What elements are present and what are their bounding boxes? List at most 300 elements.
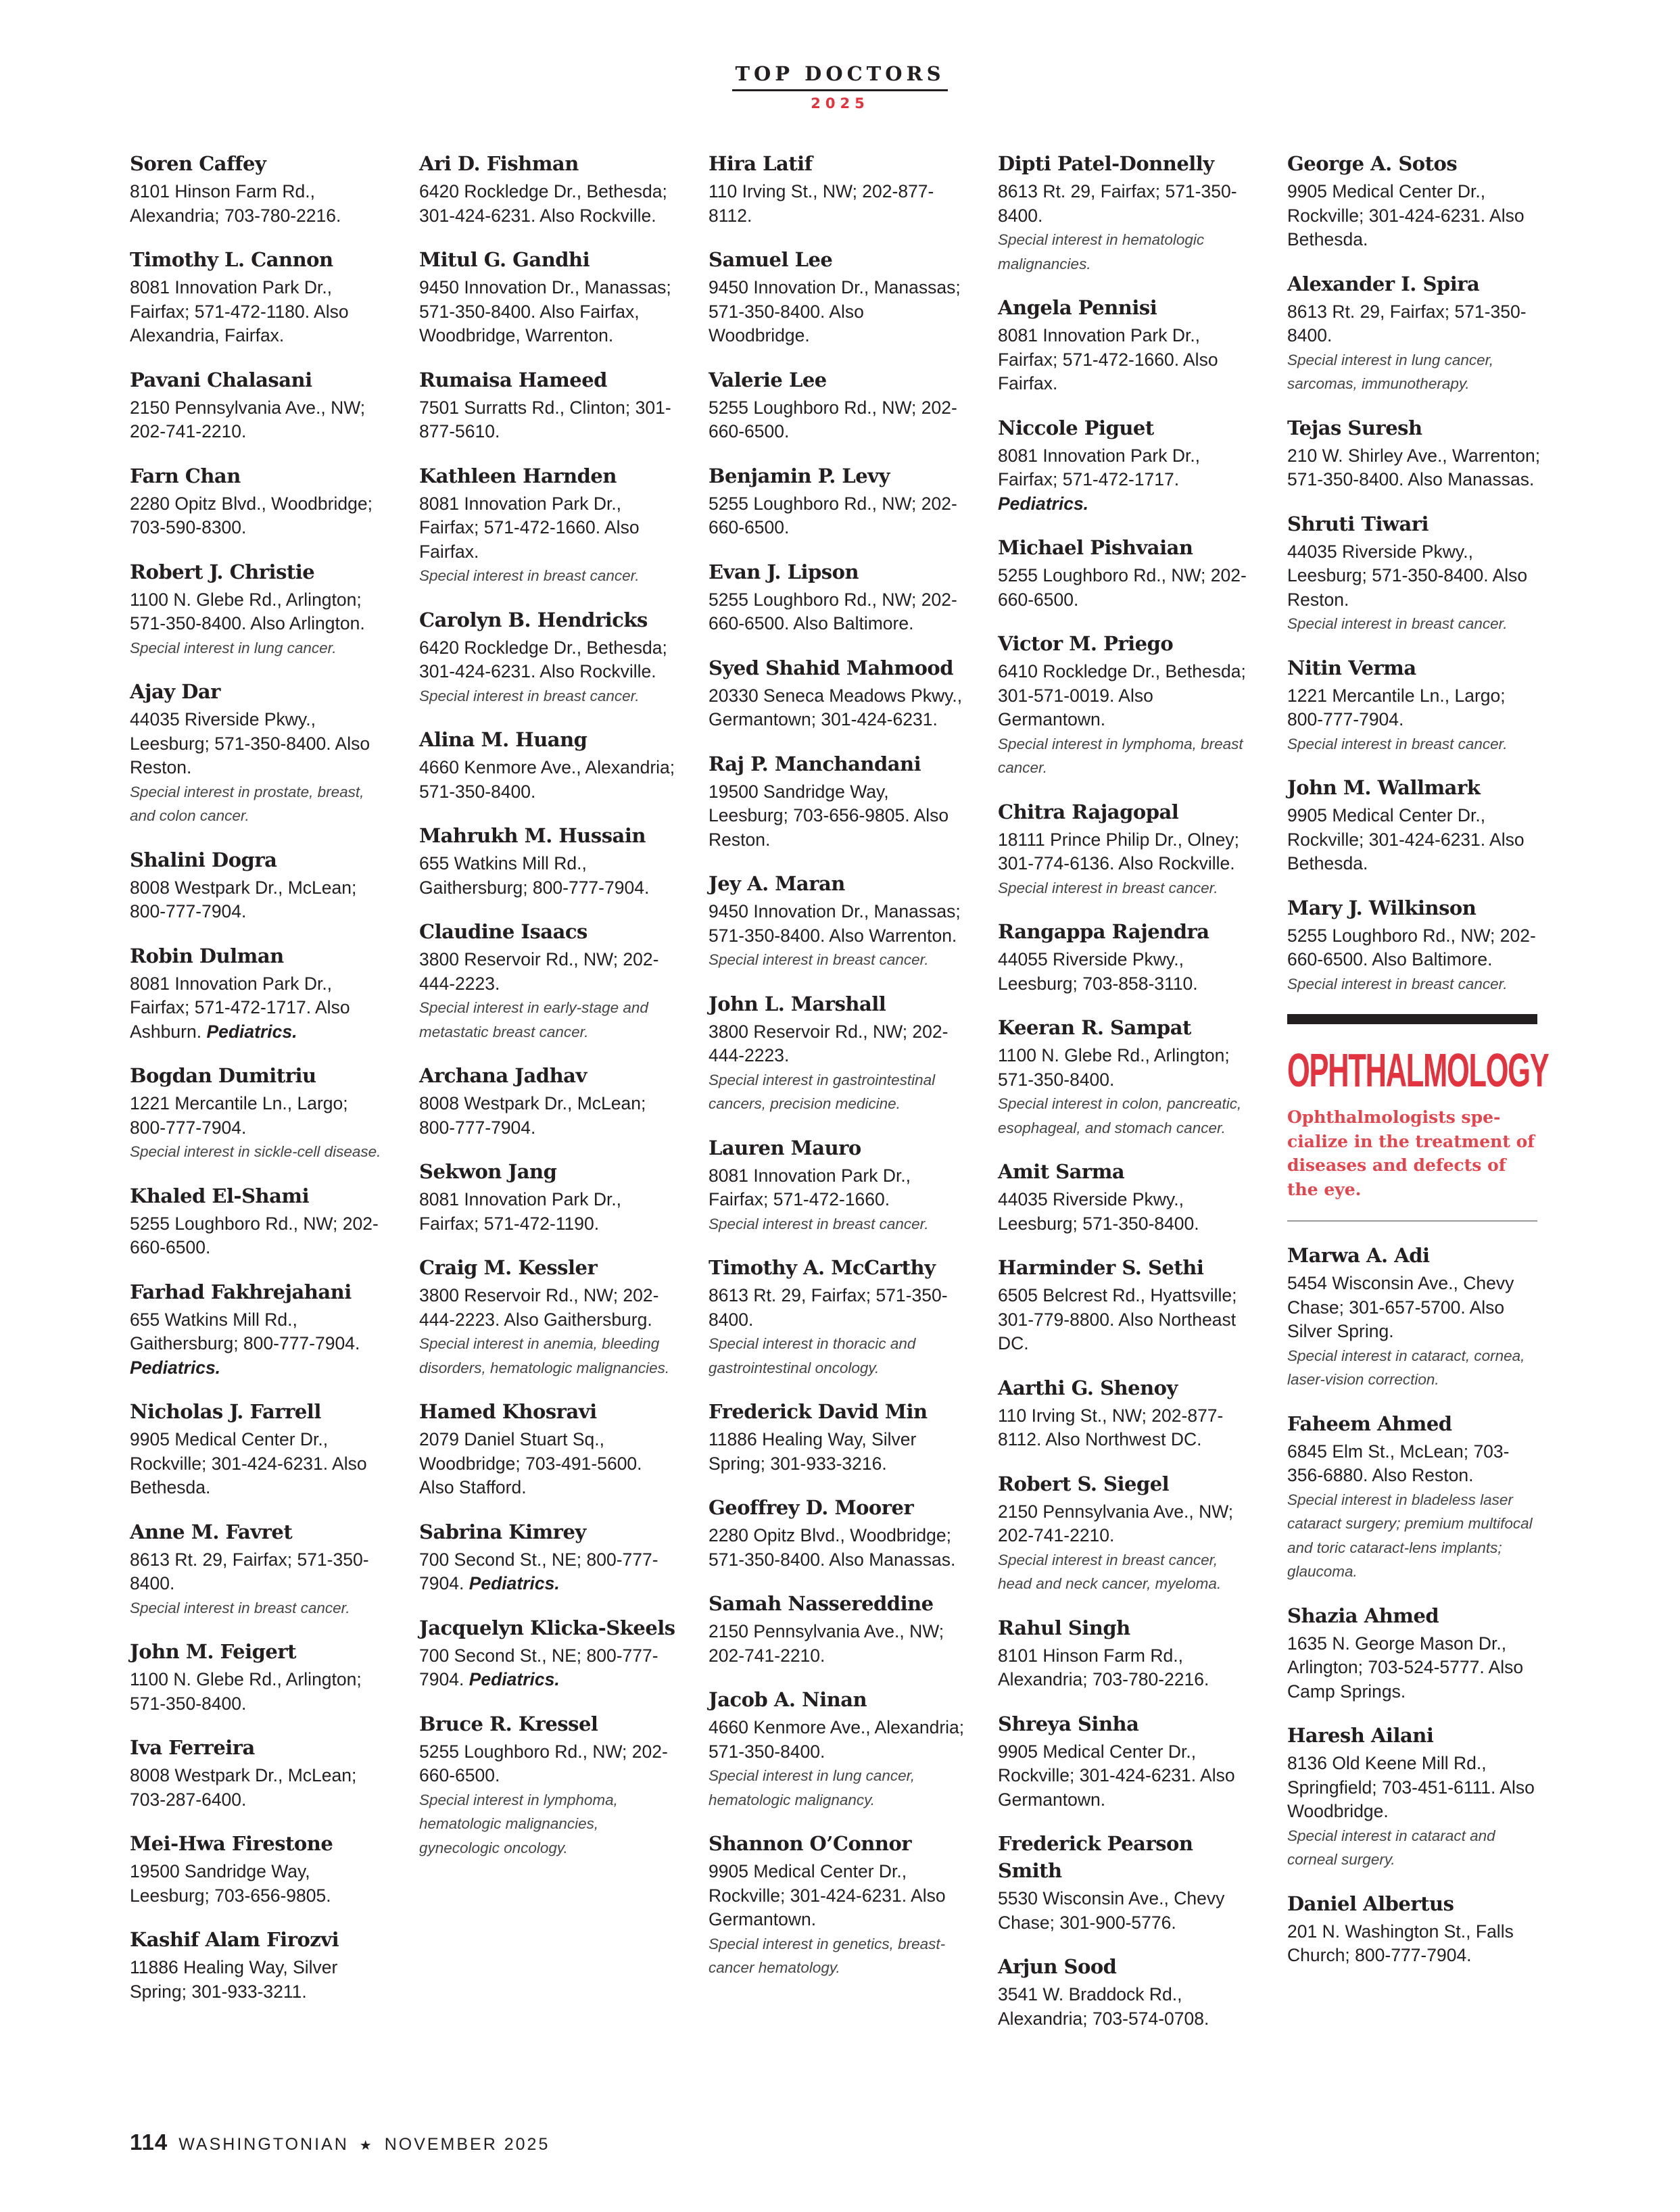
address-text: 9905 Medical Center Dr., Rockville; 301-424-6231. Also Germantown.: [998, 1741, 1235, 1810]
doctor-entry: [419, 1062, 676, 1140]
address-text: 201 N. Washington St., Falls Church; 800-777-7904.: [1287, 1921, 1514, 1965]
doctor-entry: [419, 1398, 676, 1500]
address-text: 7501 Surratts Rd., Clinton; 301-877-5610.: [419, 397, 671, 441]
doctor-name: Rumaisa Hameed: [419, 368, 607, 391]
doctor-entry: [419, 462, 676, 588]
address-text: 655 Watkins Mill Rd., Gaithersburg; 800-777-7904.: [130, 1309, 360, 1353]
issue-date: NOVEMBER 2025: [384, 2135, 550, 2154]
address-text: 9450 Innovation Dr., Manassas; 571-350-8400. Also Woodbridge.: [709, 277, 961, 345]
doctor-name: Dipti Patel-Donnelly: [998, 152, 1214, 175]
address-text: 11886 Healing Way, Silver Spring; 301-933-3216.: [709, 1429, 917, 1474]
address-text: 8008 Westpark Dr., McLean; 800-777-7904.: [130, 877, 357, 921]
special-interest: Special interest in lung cancer.: [130, 639, 337, 656]
doctor-address: [998, 564, 1255, 612]
doctor-entry: [130, 942, 387, 1044]
doctor-entry: [709, 750, 965, 852]
doctor-address: [998, 1644, 1255, 1692]
doctor-address: [998, 324, 1255, 396]
address-text: 5255 Loughboro Rd., NW; 202-660-6500. Also Baltimore.: [709, 589, 957, 633]
doctor-name: Shazia Ahmed: [1287, 1604, 1439, 1627]
address-text: 3541 W. Braddock Rd., Alexandria; 703-574-0708.: [998, 1984, 1209, 2029]
doctor-name: Alexander I. Spira: [1287, 272, 1480, 295]
doctor-name: Timothy L. Cannon: [130, 248, 333, 271]
doctor-address: [998, 1404, 1255, 1452]
doctor-name: Benjamin P. Levy: [709, 464, 890, 487]
doctor-name: Hira Latif: [709, 152, 813, 175]
doctor-entry: [130, 1518, 387, 1620]
doctor-entry: [1287, 414, 1544, 492]
address-text: 9450 Innovation Dr., Manassas; 571-350-8400. Also Fairfax, Woodbridge, Warrenton.: [419, 277, 671, 345]
doctor-address: [419, 1092, 676, 1140]
doctor-name: Farhad Fakhrejahani: [130, 1280, 352, 1303]
doctor-address: [130, 708, 387, 780]
address-text: 4660 Kenmore Ave., Alexandria; 571-350-8400.: [709, 1717, 965, 1762]
address-text: 2079 Daniel Stuart Sq., Woodbridge; 703-491-5600. Also Stafford.: [419, 1429, 642, 1497]
doctor-address: [709, 684, 965, 732]
doctor-address: [709, 900, 965, 948]
doctor-name: Victor M. Priego: [998, 632, 1174, 655]
doctor-entry: [130, 1926, 387, 2004]
special-interest: Special interest in gastrointestinal cancers, precision medicine.: [709, 1071, 936, 1112]
doctor-name: Mitul G. Gandhi: [419, 248, 590, 271]
special-interest: Special interest in bladeless laser cataract surgery; premium multifocal and toric cataract-lens implants; glaucoma.: [1287, 1491, 1533, 1580]
doctor-name: Chitra Rajagopal: [998, 800, 1179, 823]
doctor-entry: [709, 558, 965, 636]
doctor-address: [130, 1764, 387, 1812]
doctor-entry: [419, 1158, 676, 1236]
special-interest: Special interest in prostate, breast, and colon cancer.: [130, 783, 364, 824]
special-interest: Special interest in colon, pancreatic, esophageal, and stomach cancer.: [998, 1095, 1242, 1136]
doctor-name: Robert S. Siegel: [998, 1472, 1170, 1495]
doctor-address: [709, 1020, 965, 1068]
doctor-entry: [1287, 510, 1544, 636]
doctor-name: Robin Dulman: [130, 944, 284, 967]
doctor-address: [130, 1212, 387, 1260]
address-text: 11886 Healing Way, Silver Spring; 301-933-3211.: [130, 1957, 338, 2002]
doctor-address: [1287, 1272, 1544, 1344]
doctor-name: Tejas Suresh: [1287, 416, 1422, 439]
special-interest: Special interest in breast cancer.: [709, 1215, 929, 1232]
doctor-name: Harminder S. Sethi: [998, 1256, 1204, 1279]
doctor-address: [130, 396, 387, 444]
doctor-address: [709, 492, 965, 540]
address-text: 19500 Sandridge Way, Leesburg; 703-656-9805. Also Reston.: [709, 781, 949, 850]
doctor-name: Craig M. Kessler: [419, 1256, 598, 1279]
address-text: 5255 Loughboro Rd., NW; 202-660-6500.: [130, 1213, 379, 1257]
address-text: 1221 Mercantile Ln., Largo; 800-777-7904.: [130, 1093, 348, 1138]
listing-column: [130, 150, 387, 2022]
special-interest: Special interest in lymphoma, breast cancer.: [998, 735, 1243, 776]
doctor-address: [709, 1716, 965, 1764]
doctor-entry: [419, 1254, 676, 1380]
address-text: 2280 Opitz Blvd., Woodbridge; 703-590-8300.: [130, 493, 373, 537]
doctor-entry: [709, 150, 965, 228]
doctor-name: Amit Sarma: [998, 1160, 1125, 1183]
doctor-address: [998, 1740, 1255, 1812]
doctor-address: [130, 492, 387, 540]
doctor-address: [419, 1548, 676, 1596]
special-interest: Special interest in breast cancer.: [1287, 975, 1508, 992]
doctor-name: Lauren Mauro: [709, 1136, 861, 1159]
star-icon: ★: [359, 2138, 374, 2153]
doctor-address: [1287, 684, 1544, 732]
special-interest: Special interest in lymphoma, hematologic malignancies, gynecologic oncology.: [419, 1791, 618, 1856]
doctor-entry: [419, 1710, 676, 1860]
doctor-name: Timothy A. McCarthy: [709, 1256, 936, 1279]
doctor-address: [709, 276, 965, 348]
doctor-address: [709, 1284, 965, 1332]
address-text: 4660 Kenmore Ave., Alexandria; 571-350-8400.: [419, 757, 675, 802]
address-text: 8081 Innovation Park Dr., Fairfax; 571-472-1190.: [419, 1189, 622, 1234]
page-header: [0, 62, 1680, 112]
doctor-address: [1287, 180, 1544, 252]
doctor-entry: [709, 1494, 965, 1572]
address-text: 700 Second St., NE; 800-777-7904.: [419, 1645, 658, 1689]
doctor-entry: [419, 366, 676, 444]
address-text: 44035 Riverside Pkwy., Leesburg; 571-350-8400. Also Reston.: [1287, 541, 1528, 610]
doctor-address: [419, 852, 676, 900]
doctor-entry: [709, 1830, 965, 1980]
magazine-name: WASHINGTONIAN: [178, 2135, 349, 2154]
specialty-tag: Pediatrics.: [206, 1021, 297, 1042]
special-interest: Special interest in breast cancer.: [709, 951, 929, 968]
doctor-name: Raj P. Manchandani: [709, 752, 921, 775]
address-text: 210 W. Shirley Ave., Warrenton; 571-350-8400. Also Manassas.: [1287, 445, 1541, 489]
doctor-entry: [130, 462, 387, 540]
specialty-section-header: [1287, 1014, 1549, 1222]
doctor-name: Carolyn B. Hendricks: [419, 608, 648, 631]
address-text: 2150 Pennsylvania Ave., NW; 202-741-2210.: [130, 397, 366, 441]
doctor-address: [998, 444, 1255, 516]
special-interest: Special interest in breast cancer.: [419, 687, 640, 704]
doctor-address: [130, 1428, 387, 1500]
address-text: 18111 Prince Philip Dr., Olney; 301-774-6136. Also Rockville.: [998, 829, 1239, 873]
address-text: 9450 Innovation Dr., Manassas; 571-350-8400. Also Warrenton.: [709, 901, 961, 946]
doctor-name: Niccole Piguet: [998, 416, 1154, 439]
special-interest: Special interest in lung cancer, sarcomas, immunotherapy.: [1287, 351, 1494, 392]
listing-column: [998, 150, 1255, 2049]
doctor-address: [709, 1860, 965, 1932]
doctor-entry: [709, 990, 965, 1116]
doctor-entry: [130, 1638, 387, 1716]
address-text: 6410 Rockledge Dr., Bethesda; 301-571-0019. Also Germantown.: [998, 661, 1246, 729]
address-text: 1100 N. Glebe Rd., Arlington; 571-350-8400. Also Arlington.: [130, 589, 365, 633]
doctor-address: [419, 1428, 676, 1500]
doctor-address: [709, 396, 965, 444]
address-text: 8136 Old Keene Mill Rd., Springfield; 703-451-6111. Also Woodbridge.: [1287, 1753, 1535, 1821]
doctor-entry: [130, 1398, 387, 1500]
doctor-address: [998, 1044, 1255, 1092]
doctor-name: Jacquelyn Klicka-Skeels: [419, 1616, 675, 1639]
doctor-name: Anne M. Favret: [130, 1520, 293, 1543]
doctor-name: Shreya Sinha: [998, 1712, 1139, 1735]
doctor-name: Syed Shahid Mahmood: [709, 656, 954, 679]
doctor-entry: [709, 654, 965, 732]
doctor-address: [130, 876, 387, 924]
special-interest: Special interest in breast cancer.: [998, 879, 1218, 896]
special-interest: Special interest in lung cancer, hematologic malignancy.: [709, 1767, 915, 1808]
doctor-address: [1287, 804, 1544, 876]
doctor-name: Ari D. Fishman: [419, 152, 579, 175]
doctor-name: Marwa A. Adi: [1287, 1244, 1430, 1267]
doctor-address: [709, 1620, 965, 1668]
specialty-tag: Pediatrics.: [998, 493, 1089, 514]
doctor-entry: [419, 150, 676, 228]
address-text: 8101 Hinson Farm Rd., Alexandria; 703-780-2216.: [998, 1645, 1209, 1689]
doctor-entry: [709, 462, 965, 540]
doctor-entry: [709, 246, 965, 348]
special-interest: Special interest in breast cancer.: [419, 567, 640, 584]
doctor-address: [1287, 300, 1544, 348]
doctor-name: Haresh Ailani: [1287, 1724, 1434, 1747]
doctor-name: Samah Nassereddine: [709, 1592, 934, 1615]
doctor-name: Angela Pennisi: [998, 296, 1157, 319]
doctor-entry: [998, 294, 1255, 396]
doctor-entry: [998, 1374, 1255, 1452]
doctor-name: Pavani Chalasani: [130, 368, 312, 391]
doctor-name: Frederick David Min: [709, 1400, 928, 1423]
doctor-entry: [709, 870, 965, 972]
doctor-name: Kathleen Harnden: [419, 464, 617, 487]
doctor-entry: [998, 534, 1255, 612]
address-text: 6845 Elm St., McLean; 703-356-6880. Also Reston.: [1287, 1441, 1510, 1485]
doctor-address: [130, 1668, 387, 1716]
address-text: 1635 N. George Mason Dr., Arlington; 703-524-5777. Also Camp Springs.: [1287, 1633, 1524, 1702]
doctor-entry: [709, 1590, 965, 1668]
doctor-name: Aarthi G. Shenoy: [998, 1376, 1178, 1399]
listing-column: [1287, 150, 1549, 1986]
doctor-address: [130, 1092, 387, 1140]
doctor-address: [998, 1500, 1255, 1548]
doctor-address: [998, 180, 1255, 228]
doctor-address: [998, 1188, 1255, 1236]
address-text: 655 Watkins Mill Rd., Gaithersburg; 800-777-7904.: [419, 853, 650, 898]
address-text: 5255 Loughboro Rd., NW; 202-660-6500.: [998, 565, 1247, 610]
doctor-name: Frederick Pearson Smith: [998, 1832, 1193, 1882]
doctor-entry: [419, 606, 676, 708]
doctor-address: [998, 660, 1255, 732]
doctor-name: Faheem Ahmed: [1287, 1412, 1452, 1435]
doctor-address: [1287, 540, 1544, 612]
doctor-entry: [998, 1953, 1255, 2031]
address-text: 8101 Hinson Farm Rd., Alexandria; 703-780-2216.: [130, 181, 341, 226]
doctor-address: [130, 972, 387, 1044]
address-text: 3800 Reservoir Rd., NW; 202-444-2223.: [419, 949, 659, 994]
address-text: 19500 Sandridge Way, Leesburg; 703-656-9805.: [130, 1861, 331, 1906]
doctor-name: Nicholas J. Farrell: [130, 1400, 321, 1423]
doctor-address: [1287, 1920, 1544, 1968]
address-text: 44055 Riverside Pkwy., Leesburg; 703-858-3110.: [998, 949, 1198, 994]
doctor-entry: [998, 414, 1255, 516]
doctor-name: Shruti Tiwari: [1287, 512, 1429, 535]
doctor-address: [709, 780, 965, 852]
doctor-name: Hamed Khosravi: [419, 1400, 597, 1423]
doctor-name: Geoffrey D. Moorer: [709, 1496, 914, 1519]
address-text: 110 Irving St., NW; 202-877-8112. Also Northwest DC.: [998, 1405, 1224, 1449]
doctor-address: [709, 1524, 965, 1572]
doctor-name: Robert J. Christie: [130, 560, 315, 583]
doctor-entry: [130, 366, 387, 444]
doctor-name: Jacob A. Ninan: [709, 1688, 867, 1711]
doctor-name: Jey A. Maran: [709, 872, 845, 895]
doctor-entry: [998, 918, 1255, 996]
doctor-name: Alina M. Huang: [419, 728, 587, 751]
doctor-name: John M. Feigert: [130, 1640, 296, 1663]
doctor-address: [419, 756, 676, 804]
doctor-entry: [130, 1062, 387, 1164]
special-interest: Special interest in anemia, bleeding disorders, hematologic malignancies.: [419, 1335, 670, 1376]
page-number: 114: [130, 2130, 168, 2155]
doctor-name: George A. Sotos: [1287, 152, 1458, 175]
doctor-entry: [1287, 1410, 1544, 1584]
doctor-entry: [419, 246, 676, 348]
doctor-entry: [998, 1014, 1255, 1140]
address-text: 20330 Seneca Meadows Pkwy., Germantown; 301-424-6231.: [709, 685, 963, 729]
doctor-entry: [998, 630, 1255, 780]
doctor-entry: [1287, 150, 1544, 252]
address-text: 8081 Innovation Park Dr., Fairfax; 571-472-1717.: [998, 445, 1201, 489]
address-text: 8613 Rt. 29, Fairfax; 571-350-8400.: [130, 1549, 369, 1593]
address-text: 8081 Innovation Park Dr., Fairfax; 571-472-1180. Also Alexandria, Fairfax.: [130, 277, 349, 345]
doctor-entry: [998, 1614, 1255, 1692]
section-divider-bar: [1287, 1014, 1537, 1024]
doctor-name: Samuel Lee: [709, 248, 833, 271]
doctor-entry: [998, 1470, 1255, 1596]
doctor-entry: [130, 846, 387, 924]
doctor-entry: [130, 246, 387, 348]
doctor-entry: [1287, 1890, 1544, 1968]
address-text: 8613 Rt. 29, Fairfax; 571-350-8400.: [709, 1285, 948, 1330]
doctor-address: [998, 1284, 1255, 1356]
special-interest: Special interest in hematologic malignancies.: [998, 231, 1205, 272]
section-rule: [1287, 1220, 1537, 1222]
specialty-tag: Pediatrics.: [469, 1669, 560, 1689]
doctor-entry: [1287, 894, 1544, 996]
doctor-address: [1287, 444, 1544, 492]
address-text: 9905 Medical Center Dr., Rockville; 301-424-6231. Also Bethesda.: [1287, 805, 1525, 873]
doctor-name: Shannon O’Connor: [709, 1832, 912, 1855]
doctor-entry: [709, 1398, 965, 1476]
doctor-entry: [1287, 774, 1544, 876]
doctor-name: Mary J. Wilkinson: [1287, 896, 1477, 919]
doctor-name: Rahul Singh: [998, 1616, 1130, 1639]
doctor-entry: [998, 1158, 1255, 1236]
doctor-entry: [419, 1614, 676, 1692]
address-text: 44035 Riverside Pkwy., Leesburg; 571-350-8400. Also Reston.: [130, 709, 370, 777]
address-text: 5255 Loughboro Rd., NW; 202-660-6500.: [709, 397, 957, 441]
specialty-tag: Pediatrics.: [469, 1573, 560, 1593]
doctor-entry: [998, 798, 1255, 900]
doctor-address: [1287, 1632, 1544, 1704]
doctor-address: [130, 1956, 387, 2004]
page-footer: [130, 2130, 550, 2155]
special-interest: Special interest in sickle-cell disease.: [130, 1143, 381, 1160]
doctor-entry: [130, 1734, 387, 1812]
doctor-entry: [419, 822, 676, 900]
doctor-address: [419, 1740, 676, 1788]
doctor-name: Sabrina Kimrey: [419, 1520, 586, 1543]
doctor-address: [998, 1887, 1255, 1935]
address-text: 5454 Wisconsin Ave., Chevy Chase; 301-657-5700. Also Silver Spring.: [1287, 1273, 1514, 1341]
listing-column: [709, 150, 965, 1998]
special-interest: Special interest in early-stage and metastatic breast cancer.: [419, 999, 648, 1040]
address-text: 9905 Medical Center Dr., Rockville; 301-424-6231. Also Bethesda.: [130, 1429, 367, 1497]
address-text: 1100 N. Glebe Rd., Arlington; 571-350-8400.: [998, 1045, 1230, 1090]
section-title: TOP DOCTORS: [732, 62, 947, 91]
address-text: 5255 Loughboro Rd., NW; 202-660-6500.: [709, 493, 957, 537]
doctor-entry: [130, 678, 387, 828]
doctor-entry: [998, 1710, 1255, 1812]
doctor-name: Soren Caffey: [130, 152, 266, 175]
doctor-entry: [709, 1686, 965, 1812]
doctor-entry: [709, 1134, 965, 1236]
doctor-name: Nitin Verma: [1287, 656, 1416, 679]
address-text: 2150 Pennsylvania Ave., NW; 202-741-2210.: [998, 1501, 1234, 1545]
doctor-name: Michael Pishvaian: [998, 536, 1193, 559]
doctor-entry: [419, 918, 676, 1044]
address-text: 1221 Mercantile Ln., Largo; 800-777-7904.: [1287, 685, 1506, 729]
doctor-entry: [130, 1830, 387, 1908]
address-text: 3800 Reservoir Rd., NW; 202-444-2223.: [709, 1021, 949, 1065]
doctor-name: Shalini Dogra: [130, 848, 277, 871]
address-text: 8613 Rt. 29, Fairfax; 571-350-8400.: [998, 181, 1237, 226]
specialty-title: OPHTHALMOLOGY: [1287, 1044, 1549, 1097]
doctor-entry: [130, 1278, 387, 1380]
address-text: 5530 Wisconsin Ave., Chevy Chase; 301-900-5776.: [998, 1888, 1225, 1933]
address-text: 8081 Innovation Park Dr., Fairfax; 571-472-1660.: [709, 1165, 911, 1209]
doctor-address: [419, 396, 676, 444]
doctor-address: [998, 948, 1255, 996]
doctor-address: [419, 1188, 676, 1236]
doctor-entry: [1287, 1602, 1544, 1704]
doctor-entry: [998, 1254, 1255, 1356]
doctor-name: Keeran R. Sampat: [998, 1016, 1191, 1039]
doctor-name: Valerie Lee: [709, 368, 827, 391]
doctor-address: [419, 1644, 676, 1692]
section-year: 2025: [811, 95, 869, 112]
address-text: 6420 Rockledge Dr., Bethesda; 301-424-6231. Also Rockville.: [419, 181, 667, 226]
doctor-name: Daniel Albertus: [1287, 1892, 1454, 1915]
doctor-address: [998, 828, 1255, 876]
address-text: 8081 Innovation Park Dr., Fairfax; 571-472-1660. Also Fairfax.: [419, 493, 640, 562]
doctor-address: [130, 1548, 387, 1596]
doctor-entry: [419, 1518, 676, 1596]
doctor-address: [998, 1983, 1255, 2031]
specialty-description: Ophthalmologists spe-cialize in the treatment of diseases and defects of the eye.: [1287, 1107, 1535, 1199]
special-interest: Special interest in cataract, cornea, laser-vision correction.: [1287, 1347, 1525, 1388]
special-interest: Special interest in breast cancer.: [1287, 735, 1508, 752]
address-text: 8613 Rt. 29, Fairfax; 571-350-8400.: [1287, 301, 1527, 345]
doctor-entry: [1287, 270, 1544, 396]
doctor-address: [130, 588, 387, 636]
doctor-address: [419, 276, 676, 348]
special-interest: Special interest in genetics, breast-cancer hematology.: [709, 1935, 946, 1976]
doctor-name: Bogdan Dumitriu: [130, 1064, 316, 1087]
doctor-entry: [130, 1182, 387, 1260]
doctor-entry: [1287, 1242, 1544, 1392]
address-text: 2150 Pennsylvania Ave., NW; 202-741-2210.: [709, 1621, 944, 1666]
doctor-name: Sekwon Jang: [419, 1160, 557, 1183]
address-text: 9905 Medical Center Dr., Rockville; 301-424-6231. Also Bethesda.: [1287, 181, 1525, 249]
doctor-entry: [130, 150, 387, 228]
doctor-name: John L. Marshall: [709, 992, 886, 1015]
address-text: 8008 Westpark Dr., McLean; 703-287-6400.: [130, 1765, 357, 1810]
address-text: 5255 Loughboro Rd., NW; 202-660-6500. Also Baltimore.: [1287, 925, 1536, 969]
doctor-entry: [709, 1254, 965, 1380]
address-text: 700 Second St., NE; 800-777-7904.: [419, 1549, 658, 1593]
address-text: 5255 Loughboro Rd., NW; 202-660-6500.: [419, 1741, 668, 1785]
address-text: 1100 N. Glebe Rd., Arlington; 571-350-8400.: [130, 1669, 362, 1714]
